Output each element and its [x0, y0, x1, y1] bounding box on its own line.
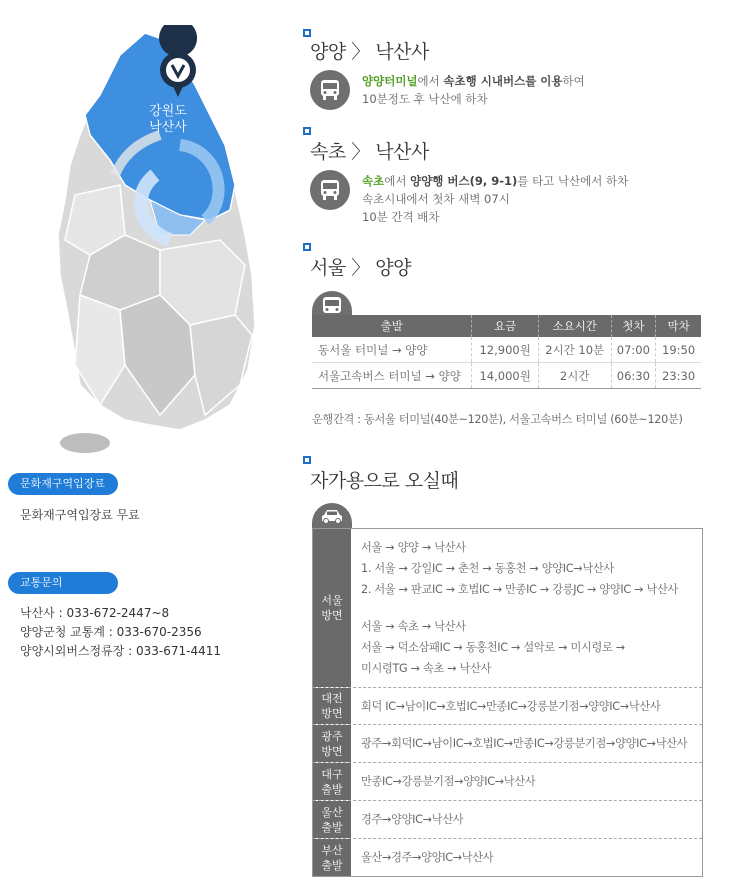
car-route-label: 광주 방면 — [313, 725, 351, 762]
bullet-square — [303, 456, 311, 464]
car-route-content: 회덕 IC→남이IC→호법IC→만종IC→강릉분기점→양양IC→낙산사 — [361, 699, 661, 713]
cell-first: 07:00 — [611, 337, 656, 363]
cell-last: 23:30 — [656, 363, 701, 389]
route1-line1-d: 하여 — [562, 74, 585, 88]
route2-title: 속초 〉 낙산사 — [310, 141, 429, 163]
car-icon — [312, 503, 352, 529]
map-jeju — [60, 433, 110, 453]
contact-pill: 교통문의 — [8, 572, 118, 594]
bullet-square — [303, 127, 311, 135]
cell-duration: 2시간 10분 — [538, 337, 611, 363]
car-route-content: 경주→양양IC→낙산사 — [361, 813, 464, 826]
car-route-label: 대전 방면 — [313, 688, 351, 724]
col-header-fare: 요금 — [472, 315, 538, 337]
fee-pill: 문화재구역입장료 — [8, 473, 118, 495]
contact-bus-terminal: 양양시외버스정류장 : 033-671-4411 — [20, 644, 222, 658]
bullet-square — [303, 243, 311, 251]
route2-line1-d: 를 타고 낙산에서 하차 — [517, 174, 629, 188]
route2-line1-b: 에서 — [384, 174, 411, 188]
table-row — [312, 363, 701, 389]
contact-list — [20, 604, 221, 661]
car-route-content: 서울 → 양양 → 낙산사 1. 서울 → 강일IC → 춘천 → 동홍천 → 양양IC→낙산사 2. 서울 → 판교IC → 호법IC → 만종IC → 강릉JC → 양양IC → 낙산사 서울 → 속초 → 낙산사 서울 → 덕소삼패IC → 동홍천IC → 설악로 → 미시령로 → 미시령TG → 속초 → 낙산사 — [361, 541, 679, 675]
route1-line2: 10분정도 후 낙산에 하차 — [362, 92, 488, 106]
car-route-row — [313, 529, 702, 687]
route2-line2: 속초시내에서 첫차 새벽 07시 — [362, 192, 510, 206]
bus-schedule-table — [312, 315, 701, 389]
bus-icon — [310, 70, 350, 110]
bullet-square — [303, 29, 311, 37]
car-route-content: 만종IC→강릉분기점→양양IC→낙산사 — [361, 775, 536, 788]
car-route-content: 광주→회덕IC→남이IC→호법IC→만종IC→강릉분기점→양양IC→낙산사 — [361, 737, 688, 750]
contact-naksansa: 낙산사 : 033-672-2447~8 — [20, 606, 170, 620]
route2-line1-c: 양양행 버스(9, 9-1) — [410, 174, 518, 188]
bus-interval-note: 운행간격 : 동서울 터미널(40분~120분), 서울고속버스 터미널 (60분~120분) — [312, 413, 683, 426]
car-route-label: 서울 방면 — [313, 529, 351, 687]
route2-line3: 10분 간격 배차 — [362, 210, 440, 224]
car-route-content: 울산→경주→양양IC→낙산사 — [361, 851, 494, 864]
route1-desc — [362, 72, 585, 108]
route1-title: 양양 〉 낙산사 — [310, 41, 429, 63]
car-route-table — [312, 528, 703, 877]
cell-duration: 2시간 — [538, 363, 611, 389]
car-route-label: 대구 출발 — [313, 763, 351, 800]
cell-fare: 14,000원 — [472, 363, 538, 389]
route2-line1-a: 속초 — [362, 174, 385, 188]
cell-departure: 서울고속버스 터미널 → 양양 — [312, 363, 472, 389]
table-row — [312, 337, 701, 363]
cell-first: 06:30 — [611, 363, 656, 389]
contact-county-office: 양양군청 교통계 : 033-670-2356 — [20, 625, 202, 639]
route1-line1-b: 에서 — [417, 74, 444, 88]
car-route-row — [313, 687, 702, 724]
korea-map — [30, 25, 260, 455]
car-route-label: 울산 출발 — [313, 801, 351, 838]
cell-departure: 동서울 터미널 → 양양 — [312, 337, 472, 363]
car-route-row — [313, 724, 702, 762]
cell-fare: 12,900원 — [472, 337, 538, 363]
route2-desc — [362, 172, 628, 226]
fee-text: 문화재구역입장료 무료 — [20, 508, 140, 522]
route1-line1-c: 속초행 시내버스를 이용 — [443, 74, 563, 88]
col-header-last: 막차 — [656, 315, 701, 337]
route3-title: 서울 〉 양양 — [310, 257, 411, 279]
route1-line1-a: 양양터미널 — [362, 74, 418, 88]
map-label-gangwon: 강원도 — [149, 104, 187, 119]
car-route-row — [313, 762, 702, 800]
col-header-duration: 소요시간 — [538, 315, 611, 337]
cell-last: 19:50 — [656, 337, 701, 363]
car-route-label: 부산 출발 — [313, 839, 351, 876]
car-route-row — [313, 800, 702, 838]
car-route-row — [313, 838, 702, 876]
col-header-departure: 출발 — [312, 315, 472, 337]
car-title: 자가용으로 오실때 — [310, 470, 459, 492]
table-header-row — [312, 315, 701, 337]
col-header-first: 첫차 — [611, 315, 656, 337]
map-label-naksansa: 낙산사 — [149, 120, 187, 135]
bus-icon — [310, 170, 350, 210]
